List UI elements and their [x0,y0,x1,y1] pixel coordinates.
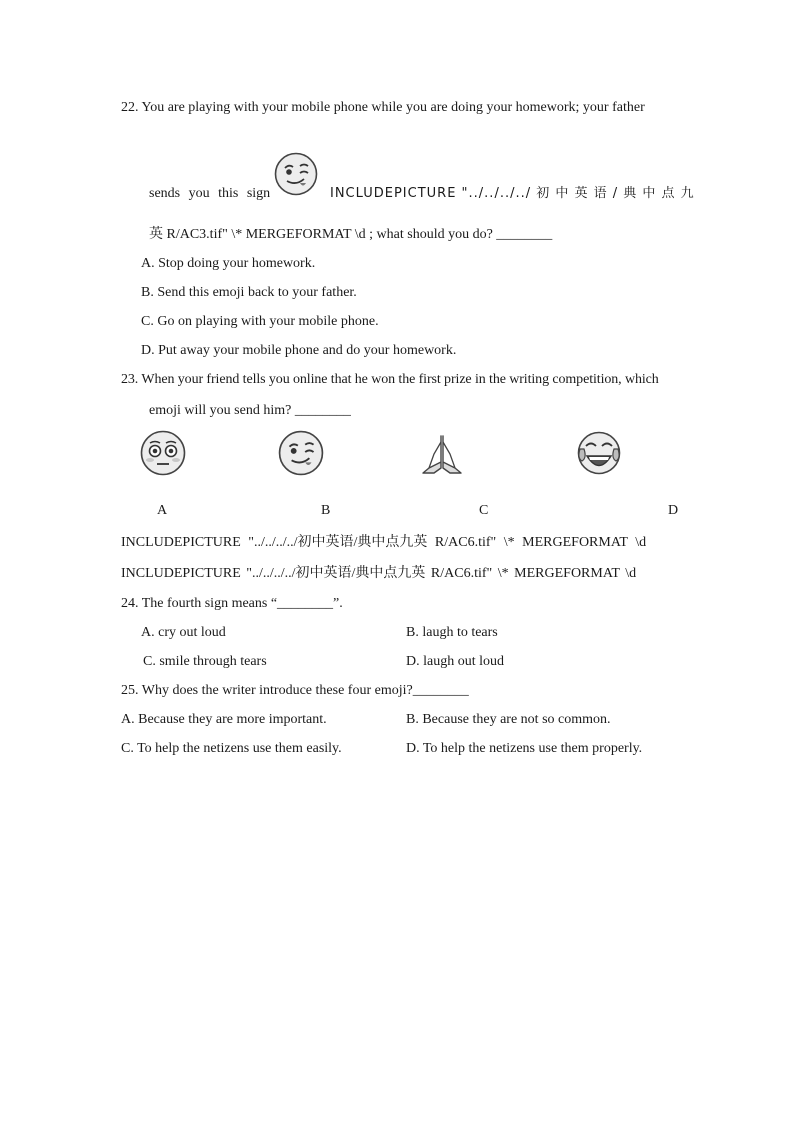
wink-face-icon [278,430,324,476]
include-picture-code-2: INCLUDEPICTURE "../../../../初中英语/典中点九英 R/AC6.tif" \* MERGEFORMAT \d [121,566,637,581]
flushed-face-icon [140,430,186,476]
wink-face-icon [274,152,318,196]
q25-question: 25. Why does the writer introduce these four emoji?________ [121,683,469,698]
q22-stem-line2a: sends you this sign [149,186,271,201]
folded-hands-icon [420,432,464,476]
emoji-label-b: B [321,503,331,518]
q24-option-d: D. laugh out loud [406,654,504,669]
q22-stem-line2b: INCLUDEPICTURE "../../../../ 初 中 英 语 / 典 中 点 九 [330,186,695,201]
include-picture-code-1: INCLUDEPICTURE "../../../../初中英语/典中点九英 R/AC6.tif" \* MERGEFORMAT \d [121,535,647,550]
q22-option-b: B. Send this emoji back to your father. [141,285,357,300]
q24-question: 24. The fourth sign means “________”. [121,596,343,611]
q25-option-a: A. Because they are more important. [121,712,327,727]
q25-option-d: D. To help the netizens use them properly. [406,741,643,756]
q23-stem-line1: 23. When your friend tells you online that he won the first prize in the writing competition, which [121,372,659,387]
q22-option-a: A. Stop doing your homework. [141,256,316,271]
emoji-label-a: A [157,503,168,518]
q22-option-d: D. Put away your mobile phone and do your homework. [141,343,457,358]
q22-option-c: C. Go on playing with your mobile phone. [141,314,379,329]
q22-stem-line3: 英 R/AC3.tif" \* MERGEFORMAT \d ; what should you do? ________ [149,227,553,242]
q23-stem-line2: emoji will you send him? ________ [149,403,351,418]
q24-option-b: B. laugh to tears [406,625,498,640]
q24-option-a: A. cry out loud [141,625,226,640]
tears-of-joy-icon [576,431,622,477]
q25-option-c: C. To help the netizens use them easily. [121,741,342,756]
q22-stem-line1 [121,99,678,117]
q22-stem-text: 22. You are playing with your mobile phone while you are doing your homework; your father [121,100,645,115]
q24-option-c: C. smile through tears [143,654,267,669]
q25-option-b: B. Because they are not so common. [406,712,611,727]
emoji-label-c: C [479,503,489,518]
emoji-label-d: D [668,503,679,518]
